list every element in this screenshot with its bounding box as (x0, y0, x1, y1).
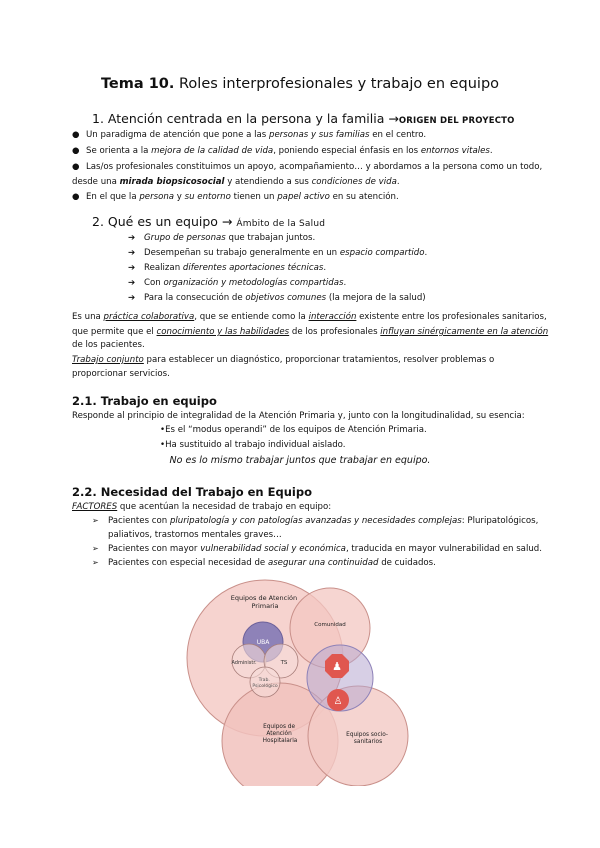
page-title (0, 76, 600, 92)
section2-item-5: ➔ Para la consecución de objetivos comunes (la mejora de la salud) (128, 293, 426, 303)
svg-text:Equipos de Atención (263, 724, 298, 744)
teams-venn-diagram (180, 576, 430, 786)
section2-paragraph-line-2: que permite que el conocimiento y las habilidades de los profesionales influyan sinérgicamente en la atención (72, 327, 549, 337)
section21-heading: 2.1. Trabajo en equipo (72, 394, 217, 408)
section22-item-2: ➢ Pacientes con mayor vulnerabilidad social y económica, traducida en mayor vulnerabilidad en salud. (92, 544, 542, 554)
section22-intro: FACTORES que acentúan la necesidad de trabajo en equipo: (72, 502, 332, 512)
label-eap-2: Primaria (251, 602, 279, 610)
section2-paragraph-line-5: proporcionar servicios. (72, 369, 170, 379)
section1-bullet-4: ● En el que la persona y su entorno tienen un papel activo en su atención. (72, 192, 399, 202)
section2-item-2: ➔ Desempeñan su trabajo generalmente en un espacio compartido. (128, 248, 428, 258)
section2-paragraph-line-4: Trabajo conjunto para establecer un diagnóstico, proporcionar tratamientos, resolver problemas o (72, 355, 495, 365)
section21-quote: No es lo mismo trabajar juntos que trabajar en equipo. (169, 455, 431, 466)
section1-bullet-2: ● Se orienta a la mejora de la calidad de vida, poniendo especial énfasis en los entornos vitales. (72, 146, 493, 156)
section22-item-1-cont: paliativos, trastornos mentales graves… (108, 530, 282, 540)
svg-text:♟: ♟ (332, 660, 342, 673)
section1-bullet-1: ● Un paradigma de atención que pone a las personas y sus familias en el centro. (72, 130, 427, 140)
section21-item-2: •Ha sustituido al trabajo individual aislado. (160, 440, 346, 450)
label-socio-1: Equipos socio- (346, 732, 388, 738)
label-community: Comunidad (314, 622, 346, 628)
label-ts: TS (280, 660, 288, 666)
section2-item-3: ➔ Realizan diferentes aportaciones técnicas. (128, 263, 327, 273)
label-admin: Administr. (231, 660, 257, 666)
label-socio-2: sanitarios (353, 739, 383, 745)
section2-paragraph-line-3: de los pacientes. (72, 340, 145, 350)
section22-item-3: ➢ Pacientes con especial necesidad de asegurar una continuidad de cuidados. (92, 558, 436, 568)
section1-heading: 1. Atención centrada en la persona y la familia →ORIGEN DEL PROYECTO (92, 111, 515, 126)
section2-heading: 2. Qué es un equipo → Ámbito de la Salud (92, 214, 326, 229)
label-psico-2: Psicológico (252, 684, 278, 689)
label-hosp-2: Atención (266, 731, 292, 737)
family-icon (327, 689, 349, 711)
label-psico-1: Trab. (258, 678, 270, 683)
label-hosp-3: Hospitalaria (262, 738, 298, 744)
title-number: Tema 10. (100, 76, 175, 92)
label-hosp-1: Equipos de (263, 724, 296, 730)
section1-bullet-3: ● Las/os profesionales constituimos un apoyo, acompañamiento… y abordamos a la persona como un todo, (72, 162, 543, 172)
label-eap-1: Equipos de Atención (230, 594, 298, 602)
hospital-icon (325, 654, 349, 678)
section22-heading: 2.2. Necesidad del Trabajo en Equipo (72, 485, 312, 499)
section2-item-4: ➔ Con organización y metodologías compartidas. (128, 278, 347, 288)
label-uba: UBA (256, 639, 270, 646)
section21-item-1: •Es el “modus operandi” de los equipos de Atención Primaria. (160, 425, 427, 435)
svg-text:♙: ♙ (333, 696, 343, 707)
title-text: Roles interprofesionales y trabajo en equipo (179, 76, 500, 92)
section22-item-1: ➢ Pacientes con pluripatología y con patologías avanzadas y necesidades complejas: Pluripatológicos, (92, 516, 539, 526)
section21-intro: Responde al principio de integralidad de la Atención Primaria y, junto con la longitudinalidad, su esencia: (72, 411, 525, 421)
section1-bullet-3-cont: desde una mirada biopsicosocial y atendiendo a sus condiciones de vida. (72, 177, 400, 187)
section2-item-1: ➔ Grupo de personas que trabajan juntos. (128, 233, 316, 243)
section2-paragraph-line-1: Es una práctica colaborativa, que se entiende como la interacción existente entre los profesionales sanitarios, (72, 312, 547, 322)
